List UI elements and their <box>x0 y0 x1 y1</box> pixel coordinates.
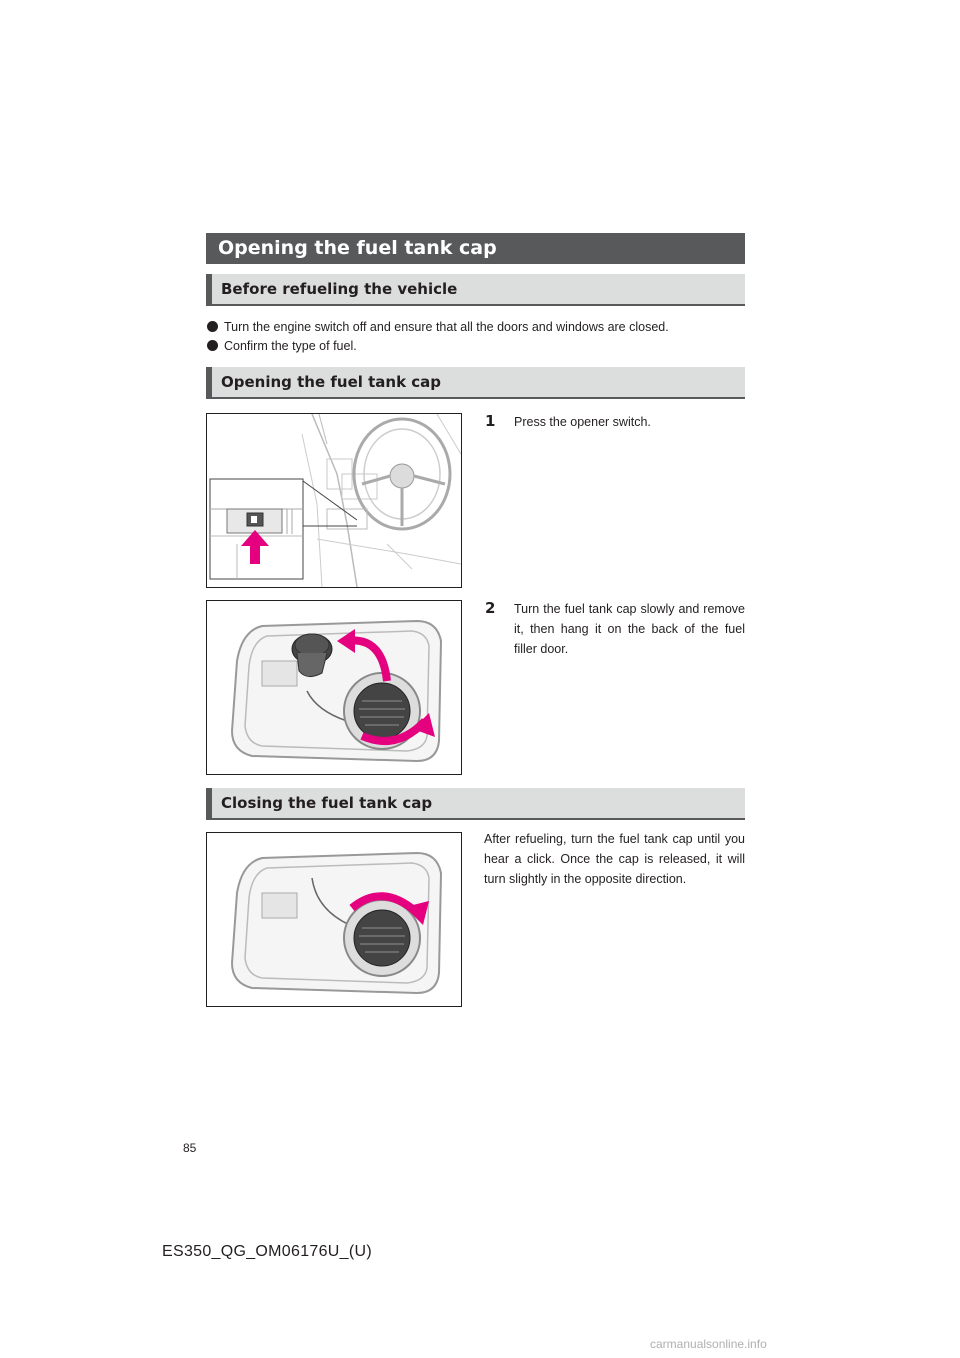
bullet-item <box>207 337 357 355</box>
step-number: 2 <box>485 599 496 617</box>
main-heading: Opening the fuel tank cap <box>206 233 745 264</box>
bullet-text: Confirm the type of fuel. <box>224 339 357 353</box>
watermark[interactable]: carmanualsonline.info <box>650 1337 767 1351</box>
step-2 <box>485 599 495 618</box>
step-2-text: Turn the fuel tank cap slowly and remove it, then hang it on the back of the fuel filler door. <box>514 602 745 656</box>
bullet-icon <box>207 321 218 332</box>
bullet-icon <box>207 340 218 351</box>
figure-close-cap <box>206 832 462 1007</box>
step-1-text: Press the opener switch. <box>514 415 651 429</box>
figure-opener-switch <box>206 413 462 588</box>
figure-remove-cap <box>206 600 462 775</box>
page-number: 85 <box>183 1141 197 1155</box>
step-1 <box>485 412 495 431</box>
footer-code: ES350_QG_OM06176U_(U) <box>162 1243 372 1260</box>
section-title-opening: Opening the fuel tank cap <box>206 367 745 399</box>
section-title-closing: Closing the fuel tank cap <box>206 788 745 820</box>
section-title-before-refueling: Before refueling the vehicle <box>206 274 745 306</box>
closing-text: After refueling, turn the fuel tank cap until you hear a click. Once the cap is released, it will turn slightly in the opposite direction. <box>484 832 745 886</box>
bullet-text: Turn the engine switch off and ensure that all the doors and windows are closed. <box>224 320 669 334</box>
step-number: 1 <box>485 412 496 430</box>
bullet-item <box>207 318 669 336</box>
